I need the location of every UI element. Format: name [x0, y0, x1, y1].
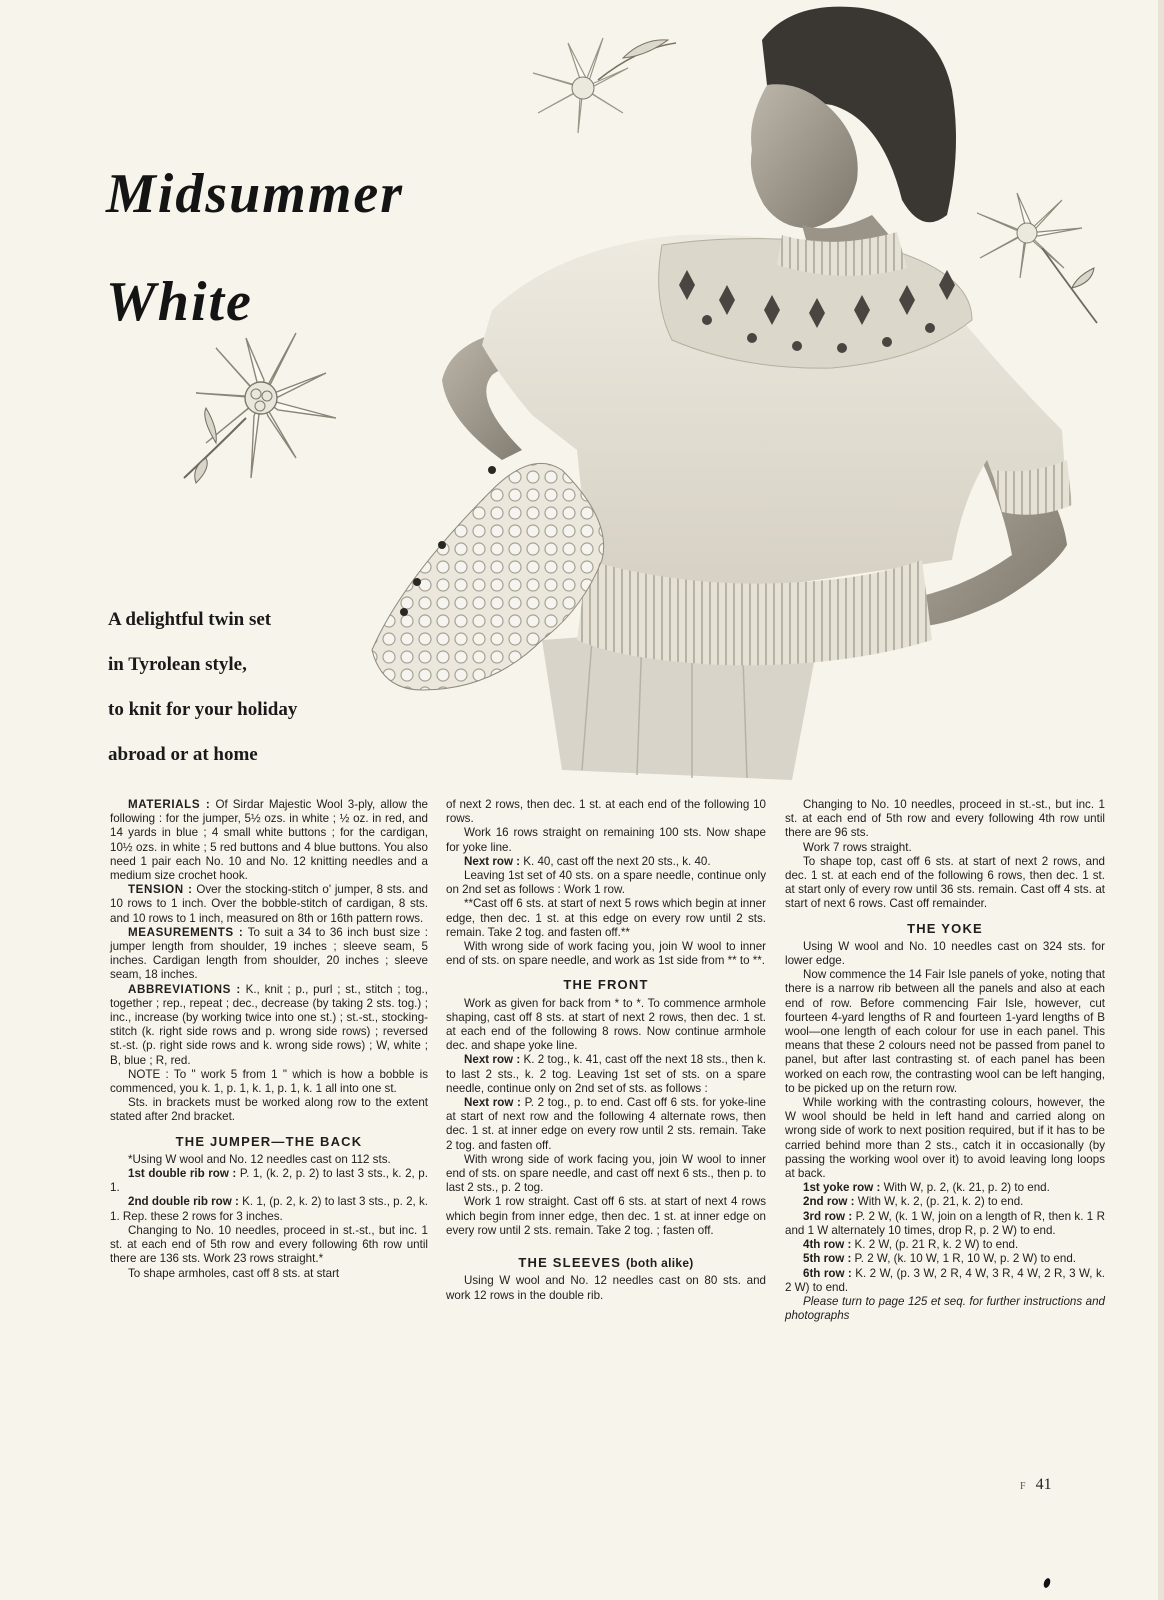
- next-row-text: K. 40, cast off the next 20 sts., k. 40.: [523, 854, 711, 868]
- ink-blot: [1042, 1577, 1051, 1588]
- continuation-paragraph: of next 2 rows, then dec. 1 st. at each end of the following 10 rows.: [446, 798, 766, 826]
- tagline-line: abroad or at home: [108, 744, 258, 765]
- front-next-row-paragraph: [446, 1053, 766, 1096]
- sleeves-paragraph: Using W wool and No. 12 needles cast on 80 sts. and work 12 rows in the double rib.: [446, 1274, 766, 1302]
- yoke-row-1-text: With W, p. 2, (k. 21, p. 2) to end.: [883, 1181, 1050, 1195]
- sleeve-changing-paragraph: Changing to No. 10 needles, proceed in st.-st., but inc. 1 st. at each end of 5th row and every following 4th row until there are 96 sts.: [785, 798, 1105, 840]
- yoke-row-5-text: P. 2 W, (k. 10 W, 1 R, 10 W, p. 2 W) to end.: [854, 1252, 1076, 1266]
- yoke-row-6-text: K. 2 W, (p. 3 W, 2 R, 4 W, 3 R, 4 W, 2 R, 3 W, k. 2 W) to end.: [785, 1266, 1105, 1294]
- materials-paragraph: [110, 798, 428, 883]
- front-next-row-text: K. 2 tog., k. 41, cast off the next 18 sts., then k. to last 2 sts., k. 2 tog. Leaving 1st set of sts. on a spare needle, continue only on 2nd set of sts. as follows :: [446, 1053, 766, 1095]
- sleeves-heading-text: THE SLEEVES: [518, 1255, 622, 1271]
- yoke-row-1-paragraph: [785, 1181, 1105, 1195]
- sleeves-heading: [446, 1256, 766, 1270]
- rib-row-2-text: K. 1, (p. 2, k. 2) to last 3 sts., p. 2, k. 1. Rep. these 2 rows for 3 inches.: [110, 1195, 429, 1223]
- shape-top-paragraph: To shape top, cast off 6 sts. at start of next 2 rows, and dec. 1 st. at each end of the following 6 rows, then dec. 1 st. at start only of every row until 36 sts. remain. Cast off 4 sts. at start of next 6 rows. Cast off remainder.: [785, 854, 1105, 911]
- wrong-side-paragraph: With wrong side of work facing you, join W wool to inner end of sts. on spare needle, and work as 1st side from ** to **.: [446, 940, 766, 968]
- materials-text: Of Sirdar Majestic Wool 3-ply, allow the following : for the jumper, 5½ ozs. in white ; ½ oz. in red, and 14 yards in blue ; 4 small white buttons ; for the cardigan, 10½ ozs. in white ; 5 red buttons and 4 blue buttons. You also need 1 pair each No. 10 and No. 12 knitting needles and a medium size crochet hook.: [110, 798, 428, 883]
- abbreviations-text: K., knit ; p., purl ; st., stitch ; tog., together ; rep., repeat ; dec., decrease (by taking 2 sts. tog.) ; inc., increase (by working twice into one st.) ; st.-st., stocking-stitch (k. right side rows and p. wrong side rows) ; reversed st.-st. (p. right side rows and k. wrong side rows) ; W, white ; B, blue ; R, red.: [110, 982, 428, 1067]
- tagline-line: in Tyrolean style,: [108, 654, 247, 675]
- rib-row-1-paragraph: [110, 1167, 428, 1195]
- changing-paragraph: Changing to No. 10 needles, proceed in st.-st., but inc. 1 st. at each end of 5th row and every following 6th row until there are 136 sts. Work 23 rows straight.*: [110, 1223, 428, 1266]
- page-folio: [1020, 1476, 1052, 1494]
- instructions-column-2: [446, 798, 766, 1303]
- next-row-paragraph: [446, 855, 766, 869]
- work-1-row-paragraph: Work 1 row straight. Cast off 6 sts. at start of next 4 rows which begin from inner edge, then dec. 1 st. at inner edge on every row until 2 sts. remain. Take 2 tog. ; fasten off.: [446, 1195, 766, 1237]
- work-16-paragraph: Work 16 rows straight on remaining 100 sts. Now shape for yoke line.: [446, 826, 766, 854]
- abbreviations-label: ABBREVIATIONS :: [128, 982, 241, 996]
- front-next-row-2-paragraph: [446, 1096, 766, 1153]
- yoke-row-5-label: 5th row :: [803, 1252, 852, 1266]
- yoke-row-2-paragraph: [785, 1195, 1105, 1209]
- yoke-panels-paragraph: Now commence the 14 Fair Isle panels of yoke, noting that there is a narrow rib between all the panels and also at each end of row. Before commencing Fair Isle, however, cut fourteen 4-yard lengths of R and fourteen 1-yard lengths of B wool—one length of each colour for use in each panel. This means that these 2 colours need not be passed from panel to panel, but after last contrasting st. of each panel has been worked on each row, the contrasting wool can be left hanging, to be picked up on the return row.: [785, 968, 1105, 1095]
- jumper-back-heading: THE JUMPER—THE BACK: [175, 1133, 363, 1149]
- while-working-paragraph: While working with the contrasting colours, however, the W wool should be held in left hand and carried along on wrong side of work to next position required, but if it has to be carried behind more than 2 sts., catch it in occasionally (by passing the working wool over it) to avoid leaving long loops at back.: [785, 1096, 1105, 1181]
- title-line-2: White: [106, 271, 253, 333]
- back-cast-on-paragraph: *Using W wool and No. 12 needles cast on 112 sts.: [128, 1152, 391, 1166]
- yoke-row-3-label: 3rd row :: [803, 1209, 853, 1223]
- note-paragraph: NOTE : To " work 5 from 1 " which is how a bobble is commenced, you k. 1, p. 1, k. 1, p. 1, k. 1 all into one st.: [110, 1067, 428, 1096]
- title-line-1: Midsummer: [106, 163, 405, 225]
- tagline-line: to knit for your holiday: [108, 699, 298, 720]
- yoke-row-6-label: 6th row :: [803, 1266, 852, 1280]
- signature-mark: F: [1020, 1481, 1026, 1492]
- front-next-row-2-text: P. 2 tog., p. to end. Cast off 6 sts. for yoke-line at start of next row and the following 4 alternate rows, then dec. 1 st. at inner edge on every row until 2 sts. remain. Take 2 tog. and fasten off.: [446, 1096, 766, 1152]
- next-row-label: Next row :: [464, 854, 521, 868]
- instructions-column-3: [785, 798, 1105, 1323]
- front-heading: THE FRONT: [563, 977, 649, 993]
- tension-label: TENSION :: [128, 883, 193, 897]
- yoke-row-1-label: 1st yoke row :: [803, 1181, 881, 1195]
- edelweiss-illustration-left: [176, 318, 346, 488]
- yoke-row-5-paragraph: [785, 1252, 1105, 1266]
- work-7-paragraph: Work 7 rows straight.: [803, 840, 912, 854]
- rib-row-1-text: P. 1, (k. 2, p. 2) to last 3 sts., k. 2, p. 1.: [110, 1167, 428, 1195]
- armholes-paragraph: To shape armholes, cast off 8 sts. at start: [128, 1266, 340, 1280]
- front-paragraph: Work as given for back from * to *. To commence armhole shaping, cast off 8 sts. at start of next 2 rows, then dec. 1 st. at each end of the following 8 rows. Now continue armhole dec. and shape yoke line.: [446, 996, 766, 1053]
- measurements-paragraph: [110, 926, 428, 983]
- model-photograph: [362, 0, 1102, 790]
- yoke-row-4-paragraph: [785, 1238, 1105, 1252]
- instructions-column-1: [110, 798, 428, 1281]
- yoke-heading: THE YOKE: [907, 920, 983, 936]
- cast-off-paragraph: **Cast off 6 sts. at start of next 5 rows which begin at inner edge, then dec. 1 st. at this edge on every row until 2 sts. remain. Take 2 tog. and fasten off.**: [446, 897, 766, 939]
- sleeves-heading-sub: (both alike): [625, 1256, 694, 1271]
- tension-text: Over the stocking-stitch o' jumper, 8 sts. and 10 rows to 1 inch. Over the bobble-stitch of cardigan, 8 sts. and 10 rows to 1 inch, measured on 8th or 16th pattern rows.: [110, 883, 428, 925]
- front-wrong-side-paragraph: With wrong side of work facing you, join W wool to inner end of sts. on spare needle, and cast off next 6 sts., then p. to last 2 sts., p. 2 tog.: [446, 1152, 766, 1195]
- front-next-row-2-label: Next row :: [464, 1096, 521, 1110]
- leaving-paragraph: Leaving 1st set of 40 sts. on a spare needle, continue only on 2nd set as follows : Work 1 row.: [446, 869, 766, 897]
- materials-label: MATERIALS :: [128, 798, 211, 811]
- yoke-row-2-text: With W, k. 2, (p. 21, k. 2) to end.: [857, 1195, 1024, 1209]
- page-number: 41: [1035, 1476, 1052, 1493]
- yoke-row-3-paragraph: [785, 1210, 1105, 1238]
- tagline-line: A delightful twin set: [108, 609, 272, 630]
- tension-paragraph: [110, 883, 428, 926]
- yoke-cast-on-paragraph: Using W wool and No. 10 needles cast on 324 sts. for lower edge.: [785, 939, 1105, 968]
- rib-row-2-paragraph: [110, 1195, 428, 1223]
- front-next-row-label: Next row :: [464, 1053, 521, 1067]
- yoke-row-6-paragraph: [785, 1267, 1105, 1295]
- yoke-row-3-text: P. 2 W, (k. 1 W, join on a length of R, then k. 1 R and 1 W alternately 10 times, drop R, p. 2 W) to end.: [785, 1209, 1105, 1237]
- rib-row-1-label: 1st double rib row :: [128, 1167, 237, 1181]
- yoke-row-4-text: K. 2 W, (p. 21 R, k. 2 W) to end.: [854, 1238, 1019, 1252]
- brackets-paragraph: Sts. in brackets must be worked along row to the extent stated after 2nd bracket.: [110, 1096, 428, 1124]
- yoke-row-4-label: 4th row :: [803, 1238, 852, 1252]
- rib-row-2-label: 2nd double rib row :: [128, 1195, 239, 1209]
- abbreviations-paragraph: [110, 983, 428, 1068]
- measurements-text: To suit a 34 to 36 inch bust size : jumper length from shoulder, 19 inches ; sleeve seam, 5 inches. Cardigan length from shoulder, 20 inches ; sleeve seam, 18 inches.: [110, 925, 428, 982]
- measurements-label: MEASUREMENTS :: [128, 925, 244, 939]
- tagline: [108, 597, 398, 777]
- please-turn-note: Please turn to page 125 et seq. for further instructions and photographs: [785, 1294, 1105, 1323]
- yoke-row-2-label: 2nd row :: [803, 1195, 855, 1209]
